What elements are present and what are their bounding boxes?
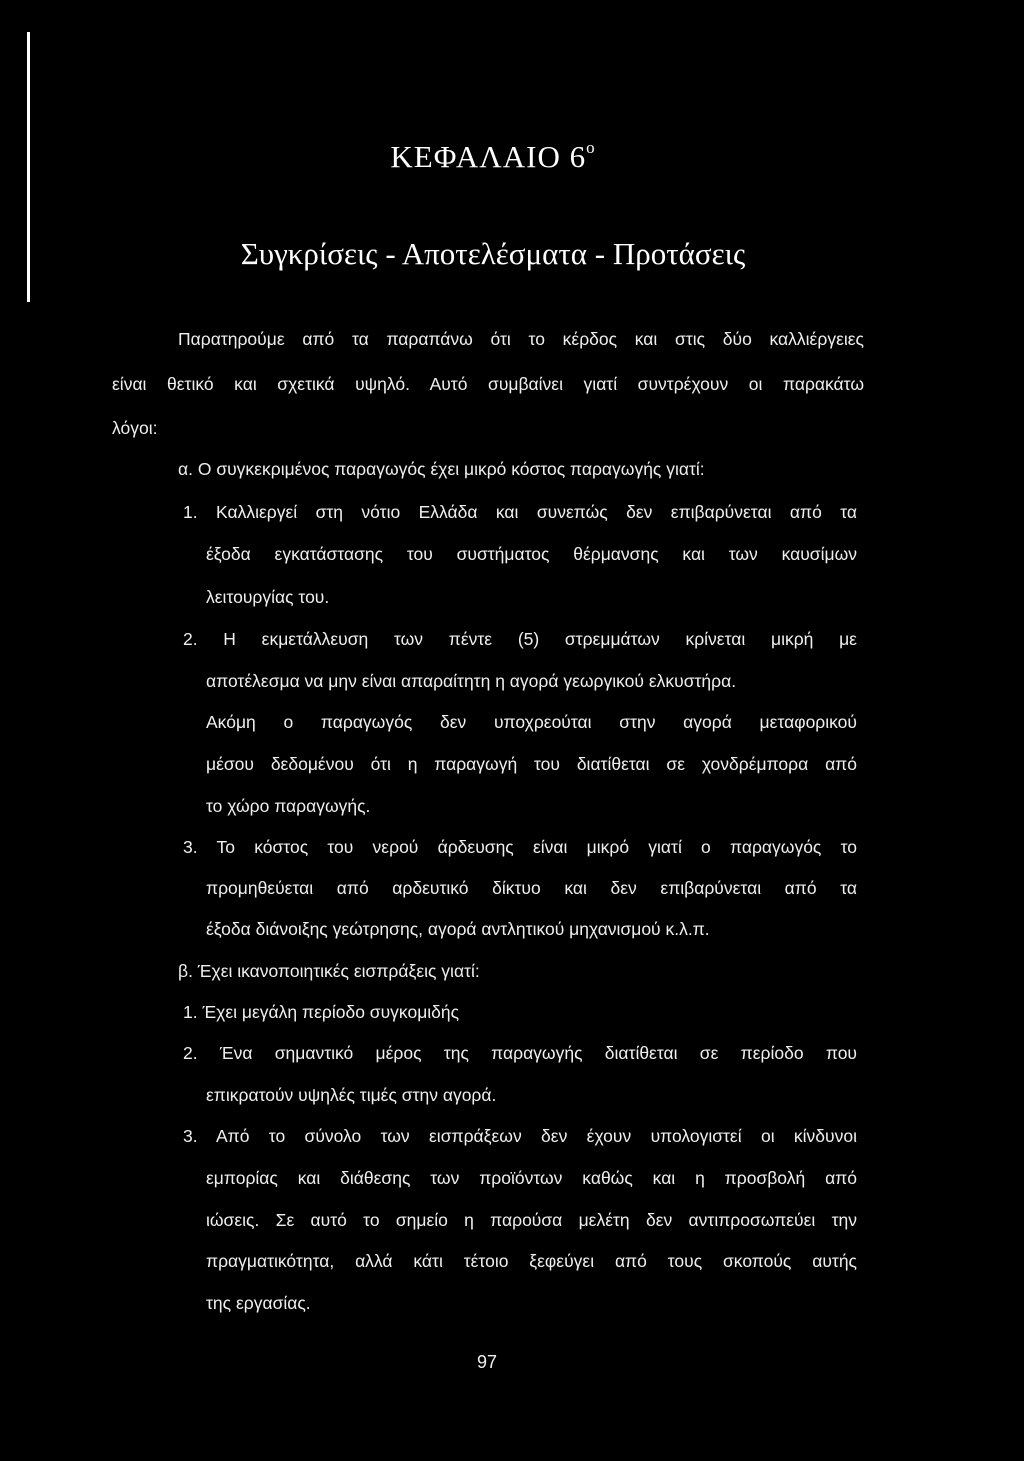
page-number: 97 [476,1352,498,1372]
a2-line-1: 2. Η εκμετάλλευση των πέντε (5) στρεμμάτων κρίνεται μικρή με [183,629,857,649]
b3-line-4: πραγματικότητα, αλλά κάτι τέτοιο ξεφεύγει από τους σκοπούς αυτής [206,1251,857,1271]
chapter-title: ΚΕΦΑΛΑΙΟ 6 [390,139,587,174]
section-a-heading: α. Ο συγκεκριμένος παραγωγός έχει μικρό κόστος παραγωγής γιατί: [178,459,705,479]
a2-line-2: αποτέλεσμα να μην είναι απαραίτητη η αγορά γεωργικού ελκυστήρα. [206,671,737,691]
a2-line-5: το χώρο παραγωγής. [206,796,371,816]
a1-line-3: λειτουργίας του. [206,587,330,607]
a3-line-1: 3. Το κόστος του νερού άρδευσης είναι μικρό γιατί ο παραγωγός το [183,837,857,857]
a2-line-4: μέσου δεδομένου ότι η παραγωγή του διατίθεται σε χονδρέμπορα από [206,754,857,774]
a3-line-3: έξοδα διάνοιξης γεώτρησης, αγορά αντλητικού μηχανισμού κ.λ.π. [206,919,710,939]
b3-line-5: της εργασίας. [206,1293,311,1313]
a1-line-1: 1. Καλλιεργεί στη νότιο Ελλάδα και συνεπώς δεν επιβαρύνεται από τα [183,502,857,522]
chapter-heading [0,138,986,175]
intro-line-2: είναι θετικό και σχετικά υψηλό. Αυτό συμβαίνει γιατί συντρέχουν οι παρακάτω [112,374,864,394]
b3-line-1: 3. Από το σύνολο των εισπράξεων δεν έχουν υπολογιστεί οι κίνδυνοι [183,1126,857,1146]
b3-line-3: ιώσεις. Σε αυτό το σημείο η παρούσα μελέτη δεν αντιπροσωπεύει την [206,1210,857,1230]
chapter-ordinal-mark: ο [586,138,596,157]
a2-line-3: Ακόμη ο παραγωγός δεν υποχρεούται στην αγορά μεταφορικού [206,712,857,732]
b2-line-2: επικρατούν υψηλές τιμές στην αγορά. [206,1085,497,1105]
b3-line-2: εμπορίας και διάθεσης των προϊόντων καθώς και η προσβολή από [206,1168,857,1188]
intro-line-1: Παρατηρούμε από τα παραπάνω ότι το κέρδος και στις δύο καλλιέργειες [178,329,864,349]
chapter-subtitle: Συγκρίσεις - Αποτελέσματα - Προτάσεις [240,236,746,271]
b2-line-1: 2. Ένα σημαντικό μέρος της παραγωγής διατίθεται σε περίοδο που [183,1043,857,1063]
a3-line-2: προμηθεύεται από αρδευτικό δίκτυο και δεν επιβαρύνεται από τα [206,878,857,898]
a1-line-2: έξοδα εγκατάστασης του συστήματος θέρμανσης και των καυσίμων [206,544,857,564]
section-b-heading: β. Έχει ικανοποιητικές εισπράξεις γιατί: [178,961,480,981]
b1-line-1: 1. Έχει μεγάλη περίοδο συγκομιδής [183,1002,460,1022]
intro-line-3: λόγοι: [112,418,158,438]
